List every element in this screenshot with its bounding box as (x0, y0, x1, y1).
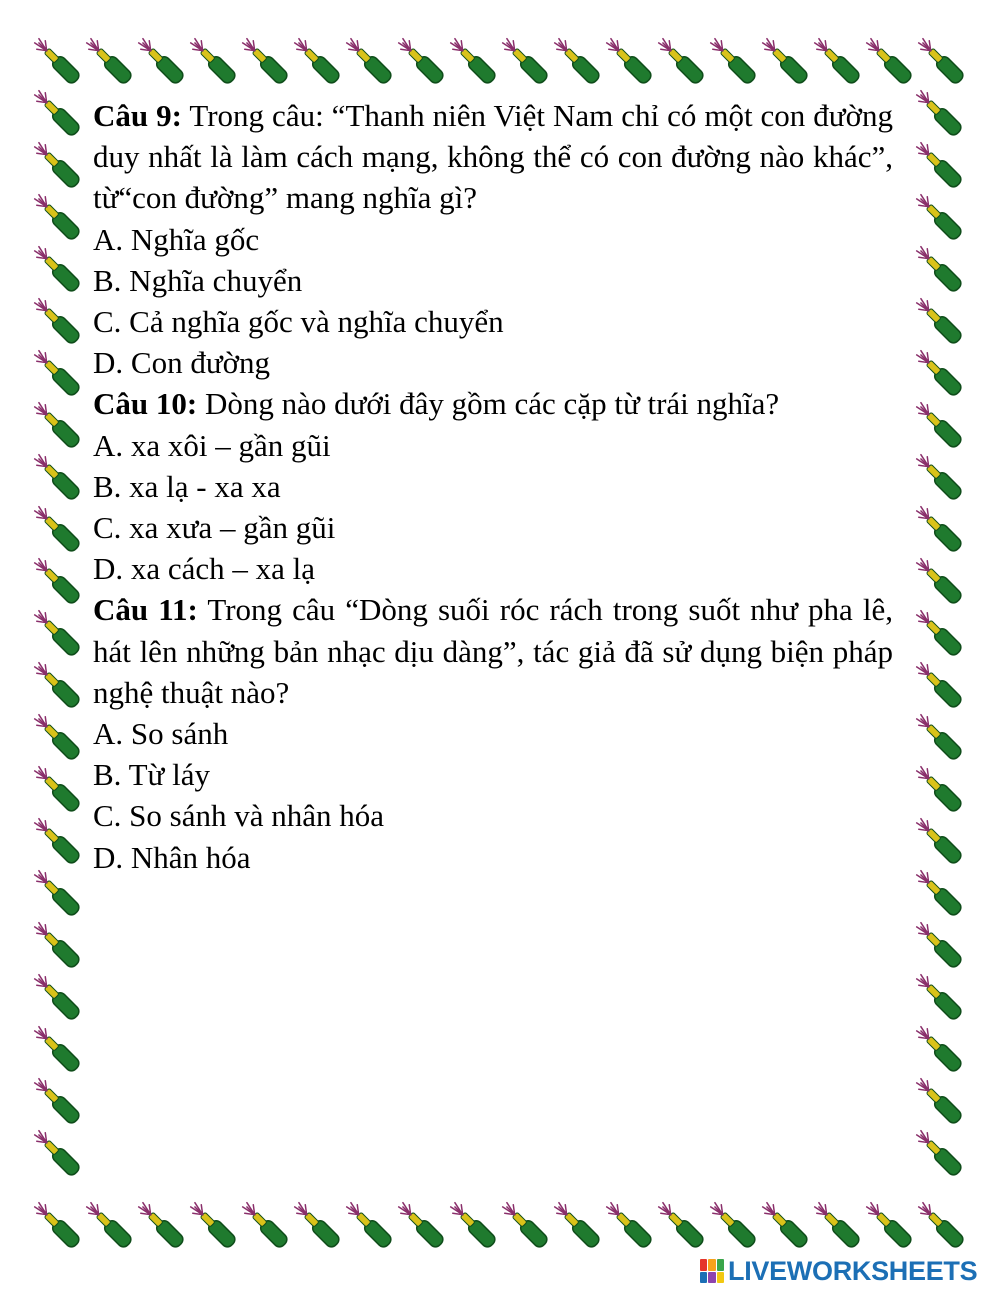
question-11-text: Trong câu “Dòng suối róc rách trong suốt như pha lê, hát lên những bản nhạc dịu dàng”, tác giả đã sử dụng biện pháp nghệ thuật nào? (93, 592, 894, 710)
champagne-bottle-icon (32, 88, 81, 137)
champagne-bottle-icon (32, 296, 81, 345)
champagne-bottle-icon (914, 764, 963, 813)
champagne-bottle-icon (914, 400, 963, 449)
question-10-option-b: B. xa lạ - xa xa (93, 468, 281, 504)
champagne-bottle-icon (812, 1200, 861, 1249)
champagne-bottle-icon (914, 1024, 963, 1073)
question-11-option-d: D. Nhân hóa (93, 839, 251, 875)
champagne-bottle-icon (604, 36, 653, 85)
champagne-bottle-icon (656, 1200, 705, 1249)
champagne-bottle-icon (84, 1200, 133, 1249)
champagne-bottle-icon (188, 36, 237, 85)
champagne-bottle-icon (552, 1200, 601, 1249)
champagne-bottle-icon (914, 920, 963, 969)
champagne-bottle-icon (32, 972, 81, 1021)
question-9-text: Trong câu: “Thanh niên Việt Nam chỉ có một con đường duy nhất là làm cách mạng, không thể có con đường nào khác”, từ“con đường” mang nghĩa gì? (93, 98, 893, 216)
question-10-text: Dòng nào dưới đây gồm các cặp từ trái nghĩa? (197, 386, 780, 422)
champagne-bottle-icon (32, 816, 81, 865)
question-10-label: Câu 10: (93, 386, 198, 422)
question-11 (93, 589, 893, 877)
question-9-option-a: A. Nghĩa gốc (93, 221, 260, 257)
champagne-bottle-icon (914, 348, 963, 397)
champagne-bottle-icon (914, 296, 963, 345)
champagne-bottle-icon (32, 712, 81, 761)
champagne-bottle-icon (864, 1200, 913, 1249)
champagne-bottle-icon (914, 1076, 963, 1125)
champagne-bottle-icon (32, 36, 81, 85)
champagne-bottle-icon (914, 556, 963, 605)
champagne-bottle-icon (240, 1200, 289, 1249)
champagne-bottle-icon (396, 36, 445, 85)
champagne-bottle-icon (32, 920, 81, 969)
champagne-bottle-icon (32, 244, 81, 293)
champagne-bottle-icon (914, 868, 963, 917)
champagne-bottle-icon (32, 504, 81, 553)
champagne-bottle-icon (914, 972, 963, 1021)
champagne-bottle-icon (32, 764, 81, 813)
champagne-bottle-icon (916, 36, 965, 85)
champagne-bottle-icon (32, 1200, 81, 1249)
champagne-bottle-icon (136, 36, 185, 85)
champagne-bottle-icon (292, 36, 341, 85)
question-9 (93, 95, 893, 383)
champagne-bottle-icon (500, 1200, 549, 1249)
champagne-bottle-icon (914, 140, 963, 189)
question-10 (93, 383, 893, 589)
champagne-bottle-icon (32, 140, 81, 189)
champagne-bottle-icon (914, 504, 963, 553)
liveworksheets-logo (700, 1256, 977, 1286)
champagne-bottle-icon (32, 608, 81, 657)
champagne-bottle-icon (188, 1200, 237, 1249)
question-9-label: Câu 9: (93, 98, 182, 133)
champagne-bottle-icon (240, 36, 289, 85)
question-11-label: Câu 11: (93, 592, 198, 628)
champagne-bottle-icon (914, 712, 963, 761)
champagne-bottle-icon (552, 36, 601, 85)
champagne-bottle-icon (864, 36, 913, 85)
question-10-option-a: A. xa xôi – gần gũi (93, 427, 331, 463)
liveworksheets-logo-icon (700, 1259, 724, 1283)
champagne-bottle-icon (292, 1200, 341, 1249)
champagne-bottle-icon (760, 1200, 809, 1249)
champagne-bottle-icon (656, 36, 705, 85)
champagne-bottle-icon (448, 1200, 497, 1249)
question-9-option-d: D. Con đường (93, 345, 271, 381)
champagne-bottle-icon (32, 660, 81, 709)
champagne-bottle-icon (32, 1024, 81, 1073)
champagne-bottle-icon (914, 244, 963, 293)
question-10-option-d: D. xa cách – xa lạ (93, 551, 316, 587)
question-9-option-c: C. Cả nghĩa gốc và nghĩa chuyển (93, 304, 504, 340)
champagne-bottle-icon (914, 1128, 963, 1177)
liveworksheets-logo-text: LIVEWORKSHEETS (728, 1255, 978, 1286)
question-10-option-c: C. xa xưa – gần gũi (93, 510, 336, 546)
champagne-bottle-icon (344, 36, 393, 85)
champagne-bottle-icon (914, 192, 963, 241)
champagne-bottle-icon (32, 868, 81, 917)
champagne-bottle-icon (344, 1200, 393, 1249)
question-9-option-b: B. Nghĩa chuyển (93, 262, 303, 298)
question-11-option-b: B. Từ láy (93, 757, 210, 793)
champagne-bottle-icon (32, 556, 81, 605)
champagne-bottle-icon (396, 1200, 445, 1249)
champagne-bottle-icon (32, 452, 81, 501)
question-11-option-c: C. So sánh và nhân hóa (93, 798, 385, 834)
champagne-bottle-icon (32, 348, 81, 397)
champagne-bottle-icon (916, 1200, 965, 1249)
champagne-bottle-icon (708, 36, 757, 85)
question-11-option-a: A. So sánh (93, 716, 229, 752)
champagne-bottle-icon (448, 36, 497, 85)
champagne-bottle-icon (708, 1200, 757, 1249)
champagne-bottle-icon (914, 816, 963, 865)
worksheet-content (93, 95, 893, 878)
champagne-bottle-icon (500, 36, 549, 85)
champagne-bottle-icon (136, 1200, 185, 1249)
champagne-bottle-icon (32, 192, 81, 241)
champagne-bottle-icon (32, 1128, 81, 1177)
champagne-bottle-icon (914, 660, 963, 709)
champagne-bottle-icon (914, 452, 963, 501)
champagne-bottle-icon (760, 36, 809, 85)
champagne-bottle-icon (32, 1076, 81, 1125)
champagne-bottle-icon (914, 608, 963, 657)
champagne-bottle-icon (812, 36, 861, 85)
champagne-bottle-icon (32, 400, 81, 449)
champagne-bottle-icon (914, 88, 963, 137)
champagne-bottle-icon (604, 1200, 653, 1249)
champagne-bottle-icon (84, 36, 133, 85)
